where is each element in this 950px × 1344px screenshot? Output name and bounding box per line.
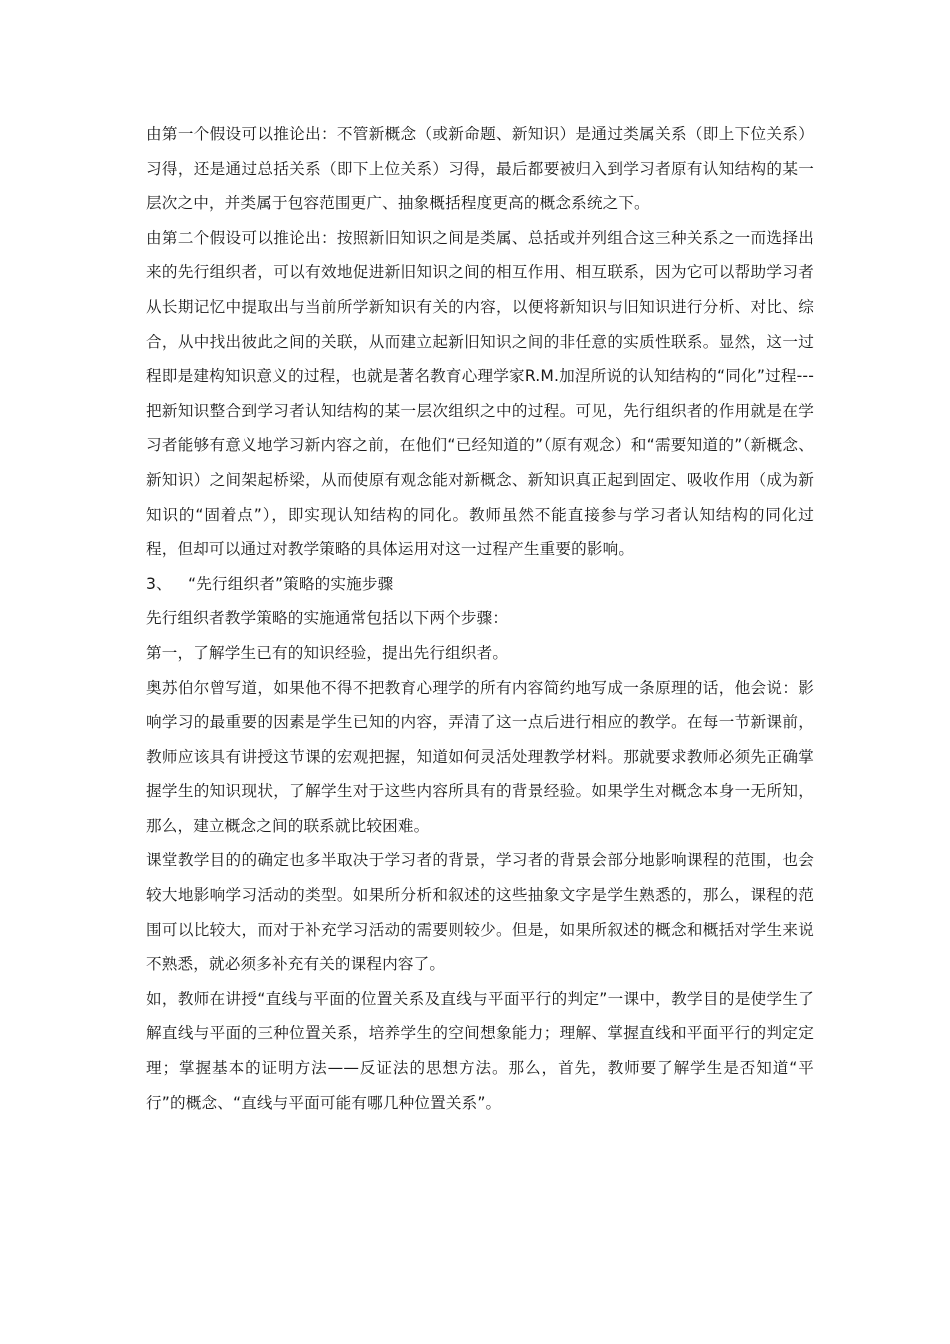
section-heading xyxy=(146,567,814,602)
paragraph-step-one: 第一，了解学生已有的知识经验，提出先行组织者。 xyxy=(146,643,509,662)
paragraph-teaching-goals: 课堂教学目的的确定也多半取决于学习者的背景，学习者的背景会部分地影响课程的范围，也会较大地影响学习活动的类型。如果所分析和叙述的这些抽象文字是学生熟悉的，那么，课程的范围可以比较大，而对于补充学习活动的需要则较少。但是，如果所叙述的概念和概括对学生来说不熟悉，就必须多补充有关的课程内容了。 xyxy=(146,851,814,974)
section-title: “先行组织者”策略的实施步骤 xyxy=(188,574,394,593)
paragraph-example: 如，教师在讲授“直线与平面的位置关系及直线与平面平行的判定”一课中，教学目的是使学生了解直线与平面的三种位置关系，培养学生的空间想象能力；理解、掌握直线和平面平行的判定定理；掌握基本的证明方法——反证法的思想方法。那么，首先，教师要了解学生是否知道“平行”的概念、“直线与平面可能有哪几种位置关系”。 xyxy=(146,989,814,1112)
section-number: 3、 xyxy=(146,574,172,593)
paragraph-inference-one: 由第一个假设可以推论出：不管新概念（或新命题、新知识）是通过类属关系（即上下位关系）习得，还是通过总括关系（即下上位关系）习得，最后都要被归入到学习者原有认知结构的某一层次之中，并类属于包容范围更广、抽象概括程度更高的概念系统之下。 xyxy=(146,125,814,213)
document-page xyxy=(146,117,814,1120)
paragraph-inference-two: 由第二个假设可以推论出：按照新旧知识之间是类属、总括或并列组合这三种关系之一而选择出来的先行组织者，可以有效地促进新旧知识之间的相互作用、相互联系，因为它可以帮助学习者从长期记忆中提取出与当前所学新知识有关的内容，以便将新知识与旧知识进行分析、对比、综合，从中找出彼此之间的关联，从而建立起新旧知识之间的非任意的实质性联系。显然，这一过程即是建构知识意义的过程，也就是著名教育心理学家R.M.加涅所说的认知结构的“同化”过程---把新知识整合到学习者认知结构的某一层次组织之中的过程。可见，先行组织者的作用就是在学习者能够有意义地学习新内容之前，在他们“已经知道的”（原有观念）和“需要知道的”（新概念、新知识）之间架起桥梁，从而使原有观念能对新概念、新知识真正起到固定、吸收作用（成为新知识的“固着点”），即实现认知结构的同化。教师虽然不能直接参与学习者认知结构的同化过程，但却可以通过对教学策略的具体运用对这一过程产生重要的影响。 xyxy=(146,228,814,559)
paragraph-steps-intro: 先行组织者教学策略的实施通常包括以下两个步骤： xyxy=(146,609,509,628)
paragraph-ausubel-quote: 奥苏伯尔曾写道，如果他不得不把教育心理学的所有内容简约地写成一条原理的话，他会说：影响学习的最重要的因素是学生已知的内容，弄清了这一点后进行相应的教学。在每一节新课前，教师应该具有讲授这节课的宏观把握，知道如何灵活处理教学材料。那就要求教师必须先正确掌握学生的知识现状，了解学生对于这些内容所具有的背景经验。如果学生对概念本身一无所知，那么，建立概念之间的联系就比较困难。 xyxy=(146,678,814,835)
